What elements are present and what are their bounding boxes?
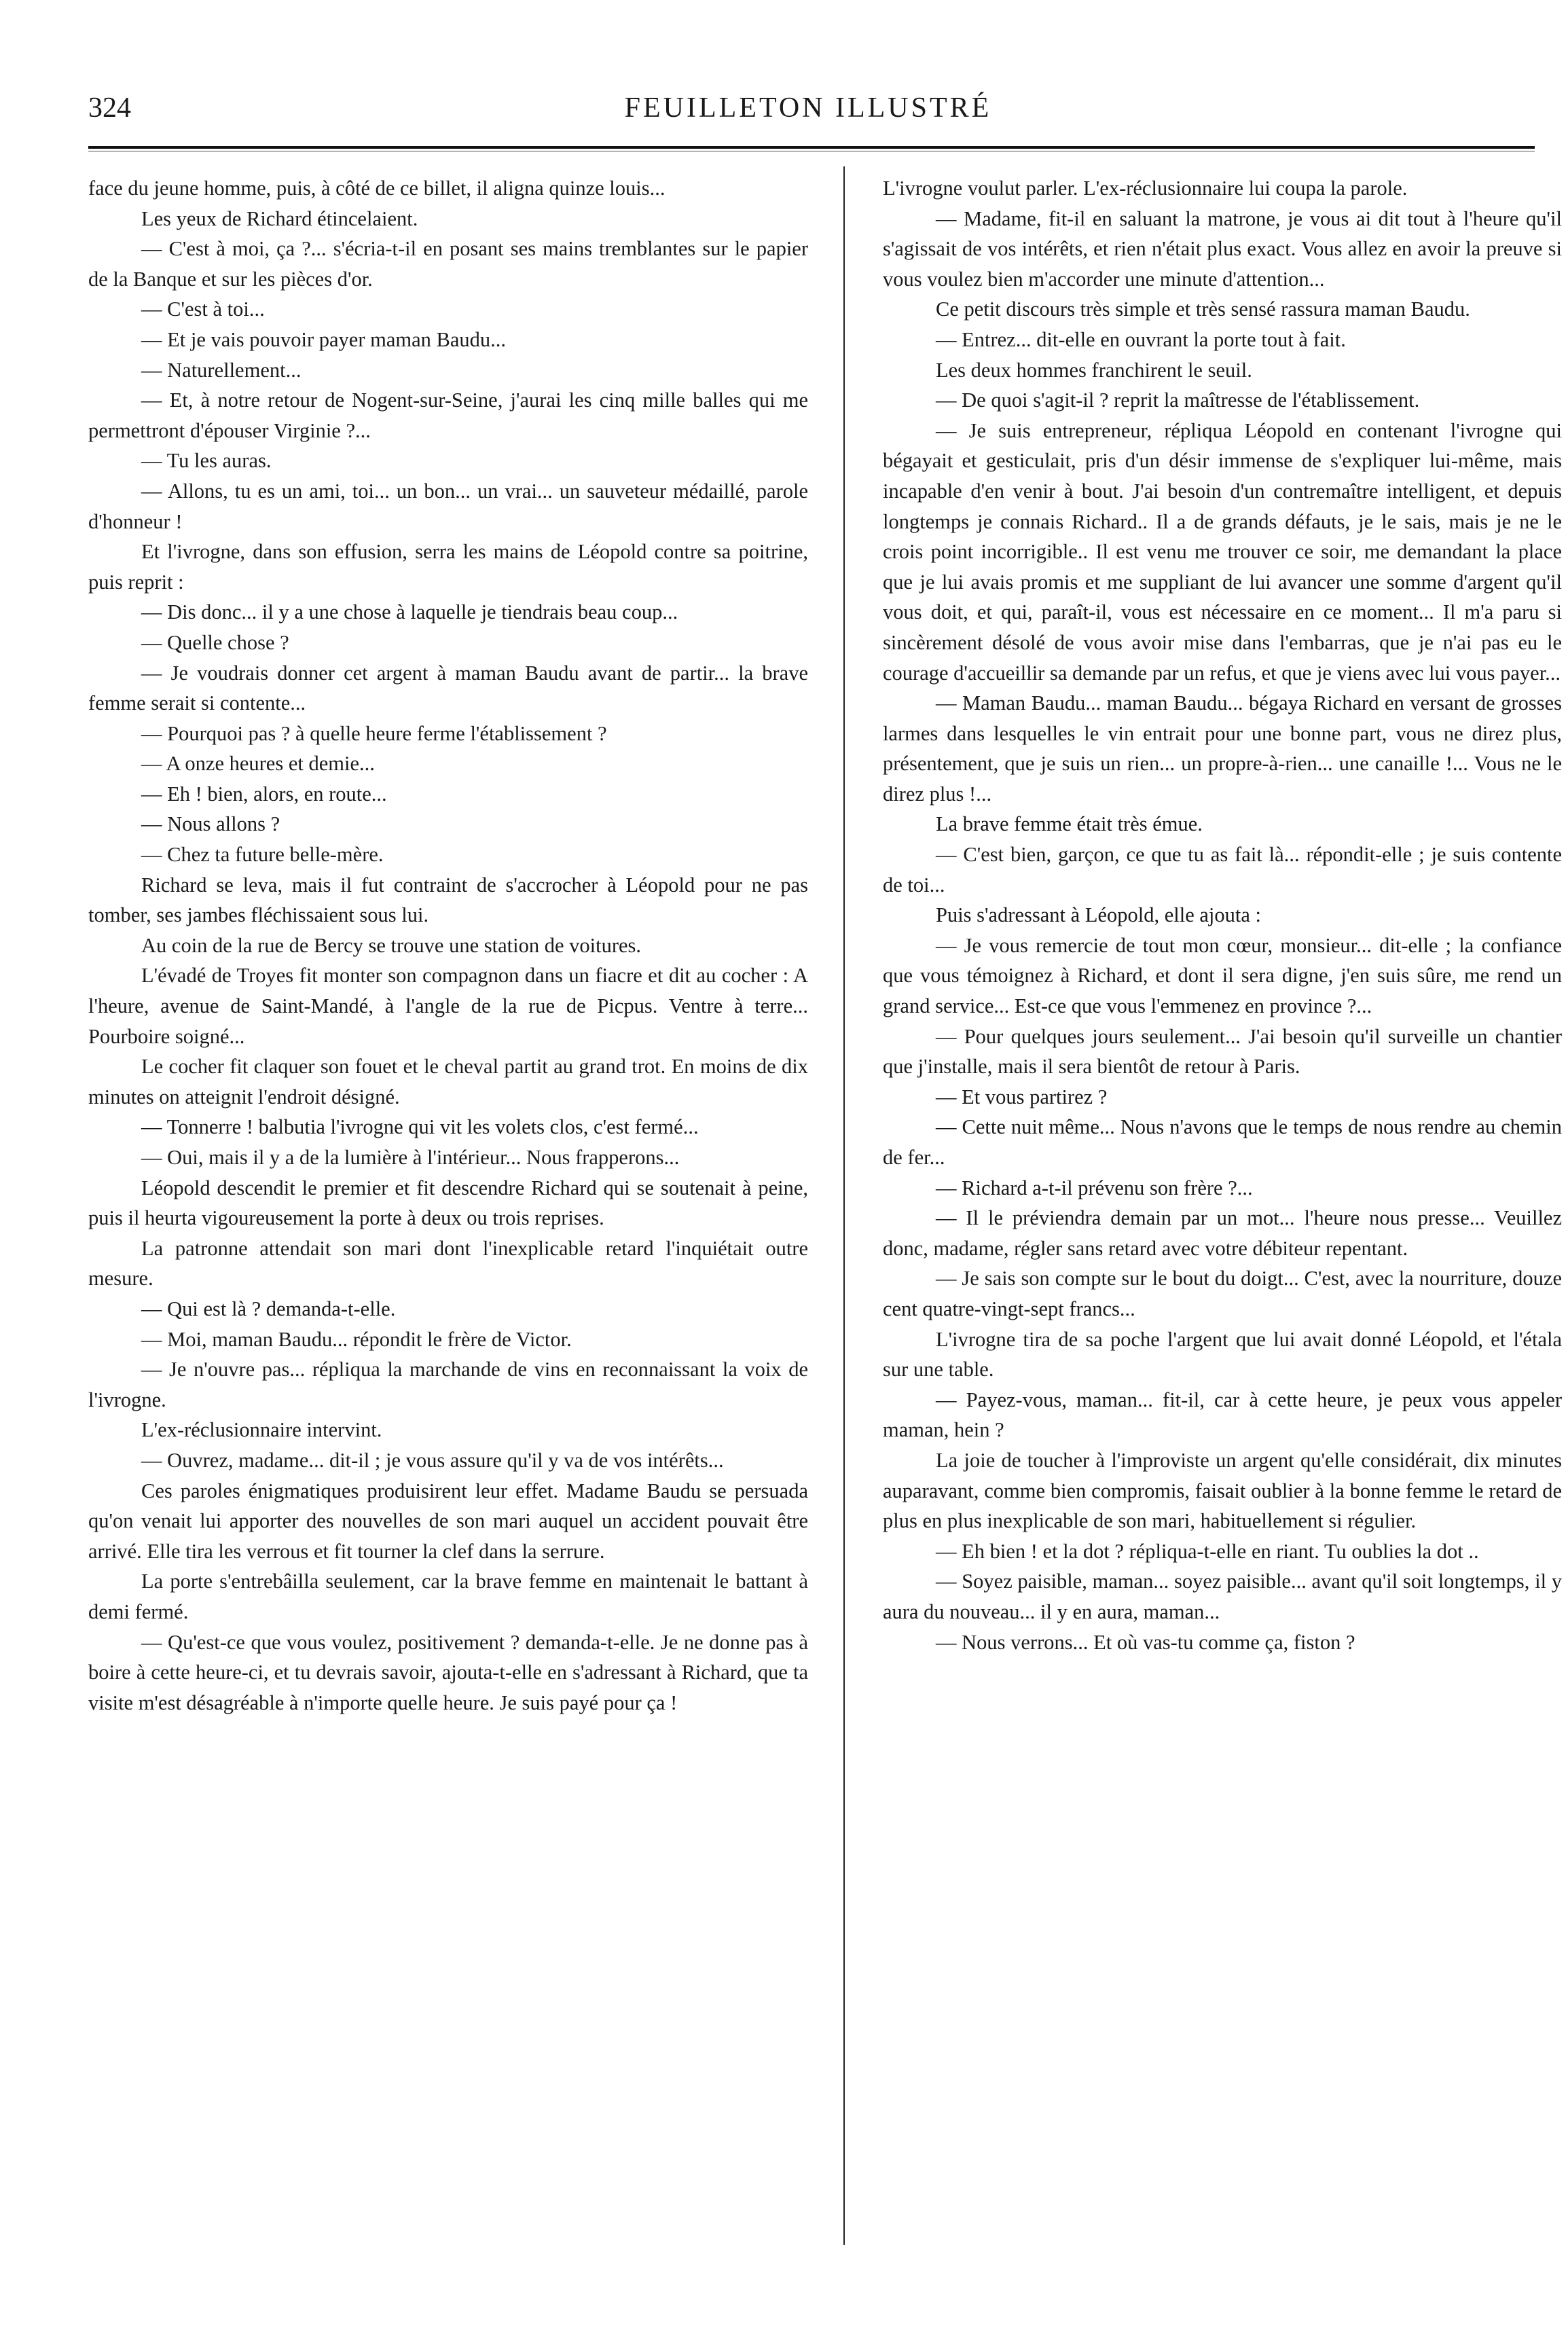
paragraph: — Je voudrais donner cet argent à maman Baudu avant de partir... la brave femme serait si contente... — [88, 661, 808, 715]
page-header — [88, 92, 1528, 139]
paragraph: — De quoi s'agit-il ? reprit la maîtresse de l'établissement. — [936, 389, 1420, 412]
paragraph: — Tonnerre ! balbutia l'ivrogne qui vit les volets clos, c'est fermé... — [141, 1115, 699, 1139]
page-number: 324 — [88, 92, 131, 124]
paragraph: — Oui, mais il y a de la lumière à l'intérieur... Nous frapperons... — [141, 1146, 680, 1169]
paragraph: Richard se leva, mais il fut contraint de s'accrocher à Léopold pour ne pas tomber, ses jambes fléchissaient sous lui. — [88, 873, 808, 927]
paragraph: — Payez-vous, maman... fit-il, car à cette heure, je peux vous appeler maman, hein ? — [883, 1388, 1562, 1442]
paragraph: Et l'ivrogne, dans son effusion, serra les mains de Léopold contre sa poitrine, puis reprit : — [88, 540, 808, 594]
paragraph: — Ouvrez, madame... dit-il ; je vous assure qu'il y va de vos intérêts... — [141, 1448, 724, 1472]
paragraph: Les yeux de Richard étincelaient. — [141, 206, 418, 230]
paragraph: La porte s'entrebâilla seulement, car la brave femme en maintenait le battant à demi fermé. — [88, 1570, 808, 1623]
paragraph: — C'est à toi... — [141, 297, 265, 321]
paragraph: — A onze heures et demie... — [141, 752, 375, 776]
paragraph: L'évadé de Troyes fit monter son compagnon dans un fiacre et dit au cocher : A l'heure, avenue de Saint-Mandé, à l'angle de la rue de Picpus. Ventre à terre... Pourboire soigné... — [88, 964, 808, 1048]
paragraph: Ces paroles énigmatiques produisirent leur effet. Madame Baudu se persuada qu'on venait lui apporter des nouvelles de son mari auquel un accident pouvait être arrivé. Elle tira les verrous et fit tourner la clef dans la serrure. — [88, 1479, 808, 1563]
paragraph: L'ivrogne tira de sa poche l'argent que lui avait donné Léopold, et l'étala sur une table. — [883, 1327, 1562, 1382]
paragraph: — Qui est là ? demanda-t-elle. — [141, 1297, 396, 1320]
paragraph: Léopold descendit le premier et fit descendre Richard qui se soutenait à peine, puis il heurta vigoureusement la porte à deux ou trois reprises. — [88, 1176, 808, 1230]
paragraph: — Maman Baudu... maman Baudu... bégaya Richard en versant de grosses larmes dans lesquelles le vin entrait pour une bonne part, vous ne direz plus, présentement, que je suis un rien... un propre-à-rien... une canaille !... Vous ne le direz plus !... — [883, 691, 1562, 806]
paragraph: — Je sais son compte sur le bout du doigt... C'est, avec la nourriture, douze cent quatre-vingt-sept francs... — [883, 1267, 1562, 1320]
paragraph: — Je vous remercie de tout mon cœur, monsieur... dit-elle ; la confiance que vous témoignez à Richard, et dont il sera digne, j'en suis sûre, me rend un grand service... Est-ce que vous l'emmenez en province ?... — [883, 933, 1562, 1018]
paragraph: Puis s'adressant à Léopold, elle ajouta : — [936, 903, 1261, 927]
paragraph: — Nous verrons... Et où vas-tu comme ça, fiston ? — [936, 1630, 1355, 1654]
paragraph: — C'est bien, garçon, ce que tu as fait là... répondit-elle ; je suis contente de toi... — [883, 843, 1562, 897]
paragraph: — Chez ta future belle-mère. — [141, 843, 384, 867]
paragraph: — Qu'est-ce que vous voulez, positivement ? demanda-t-elle. Je ne donne pas à boire à cette heure-ci, et tu devrais savoir, ajouta-t-elle en s'adressant à Richard, que ta visite m'est désagréable à n'importe quelle heure. Je suis payé pour ça ! — [88, 1630, 808, 1714]
paragraph: — Et vous partirez ? — [936, 1085, 1108, 1108]
paragraph: — Eh ! bien, alors, en route... — [141, 782, 387, 806]
paragraph: — Il le préviendra demain par un mot... l'heure nous presse... Veuillez donc, madame, régler sans retard avec votre débiteur repentant. — [883, 1206, 1562, 1260]
paragraph: — Et je vais pouvoir payer maman Baudu... — [141, 327, 507, 351]
paragraph: — Madame, fit-il en saluant la matrone, je vous ai dit tout à l'heure qu'il s'agissait de vos intérêts, et rien n'était plus exact. Vous allez en avoir la preuve si vous voulez bien m'accorder une minute d'attention... — [883, 206, 1562, 291]
paragraph: Les deux hommes franchirent le seuil. — [936, 358, 1252, 382]
paragraph: — Je n'ouvre pas... répliqua la marchande de vins en reconnaissant la voix de l'ivrogne. — [88, 1358, 808, 1411]
paragraph: — Pour quelques jours seulement... J'ai besoin qu'il surveille un chantier que j'installe, mais il sera bientôt de retour à Paris. — [883, 1024, 1562, 1079]
header-rule — [88, 146, 1535, 149]
running-title: FEUILLETON ILLUSTRÉ — [624, 92, 992, 124]
paragraph: — Naturellement... — [141, 358, 302, 382]
paragraph: — Tu les auras. — [141, 449, 272, 473]
paragraph: Au coin de la rue de Bercy se trouve une station de voitures. — [141, 933, 642, 957]
paragraph: — C'est à moi, ça ?... s'écria-t-il en posant ses mains tremblantes sur le papier de la Banque et sur les pièces d'or. — [88, 237, 808, 291]
paragraph: La patronne attendait son mari dont l'inexplicable retard l'inquiétait outre mesure. — [88, 1236, 808, 1290]
paragraph: — Cette nuit même... Nous n'avons que le temps de nous rendre au chemin de fer... — [883, 1115, 1562, 1169]
paragraph: — Quelle chose ? — [141, 630, 289, 654]
paragraph: La brave femme était très émue. — [936, 812, 1203, 836]
paragraph: — Dis donc... il y a une chose à laquelle je tiendrais beau coup... — [141, 600, 678, 624]
paragraph: — Je suis entrepreneur, répliqua Léopold en contenant l'ivrogne qui bégayait et gesticulait, pris d'un désir immense de s'expliquer lui-même, mais incapable d'en venir à bout. J'ai besoin d'un contremaître intelligent, et depuis longtemps je connais Richard.. Il a de grands défauts, je le sais, mais je ne le crois point incorrigible.. Il est venu me trouver ce soir, me demandant la place que je lui avais promis et me suppliant de lui avancer une somme d'argent qu'il vous doit, et qui, paraît-il, vous est nécessaire en ce moment... Il m'a paru si sincèrement désolé de vous avoir mise dans l'embarras, que je n'ai pas eu le courage d'accueillir sa demande par un refus, et que je viens avec lui vous payer... — [883, 418, 1562, 685]
paragraph: La joie de toucher à l'improviste un argent qu'elle considérait, dix minutes auparavant, comme bien compromis, faisait oublier à la bonne femme le retard de plus en plus inexplicable de son mari, habituellement si régulier. — [883, 1448, 1562, 1533]
paragraph: — Soyez paisible, maman... soyez paisible... avant qu'il soit longtemps, il y aura du nouveau... il y en aura, maman... — [883, 1570, 1562, 1623]
paragraph: Le cocher fit claquer son fouet et le cheval partit au grand trot. En moins de dix minutes on atteignit l'endroit désigné. — [88, 1055, 808, 1108]
left-column — [88, 173, 808, 1718]
paragraph: — Pourquoi pas ? à quelle heure ferme l'établissement ? — [141, 721, 607, 745]
paragraph: — Eh bien ! et la dot ? répliqua-t-elle en riant. Tu oublies la dot .. — [936, 1539, 1479, 1563]
paragraph: — Richard a-t-il prévenu son frère ?... — [936, 1176, 1253, 1199]
paragraph: — Entrez... dit-elle en ouvrant la porte tout à fait. — [936, 327, 1346, 351]
paragraph: — Nous allons ? — [141, 812, 280, 836]
paragraph: — Allons, tu es un ami, toi... un bon... un vrai... un sauveteur médaillé, parole d'honneur ! — [88, 479, 808, 533]
column-divider — [843, 166, 845, 2245]
paragraph: L'ivrogne voulut parler. L'ex-réclusionnaire lui coupa la parole. — [883, 177, 1408, 200]
right-column — [883, 173, 1562, 1657]
paragraph: — Moi, maman Baudu... répondit le frère de Victor. — [141, 1327, 572, 1351]
paragraph: L'ex-réclusionnaire intervint. — [141, 1418, 382, 1442]
paragraph: Ce petit discours très simple et très sensé rassura maman Baudu. — [936, 297, 1470, 321]
paragraph: — Et, à notre retour de Nogent-sur-Seine, j'aurai les cinq mille balles qui me permettront d'épouser Virginie ?... — [88, 389, 808, 442]
paragraph: face du jeune homme, puis, à côté de ce billet, il aligna quinze louis... — [88, 177, 666, 200]
